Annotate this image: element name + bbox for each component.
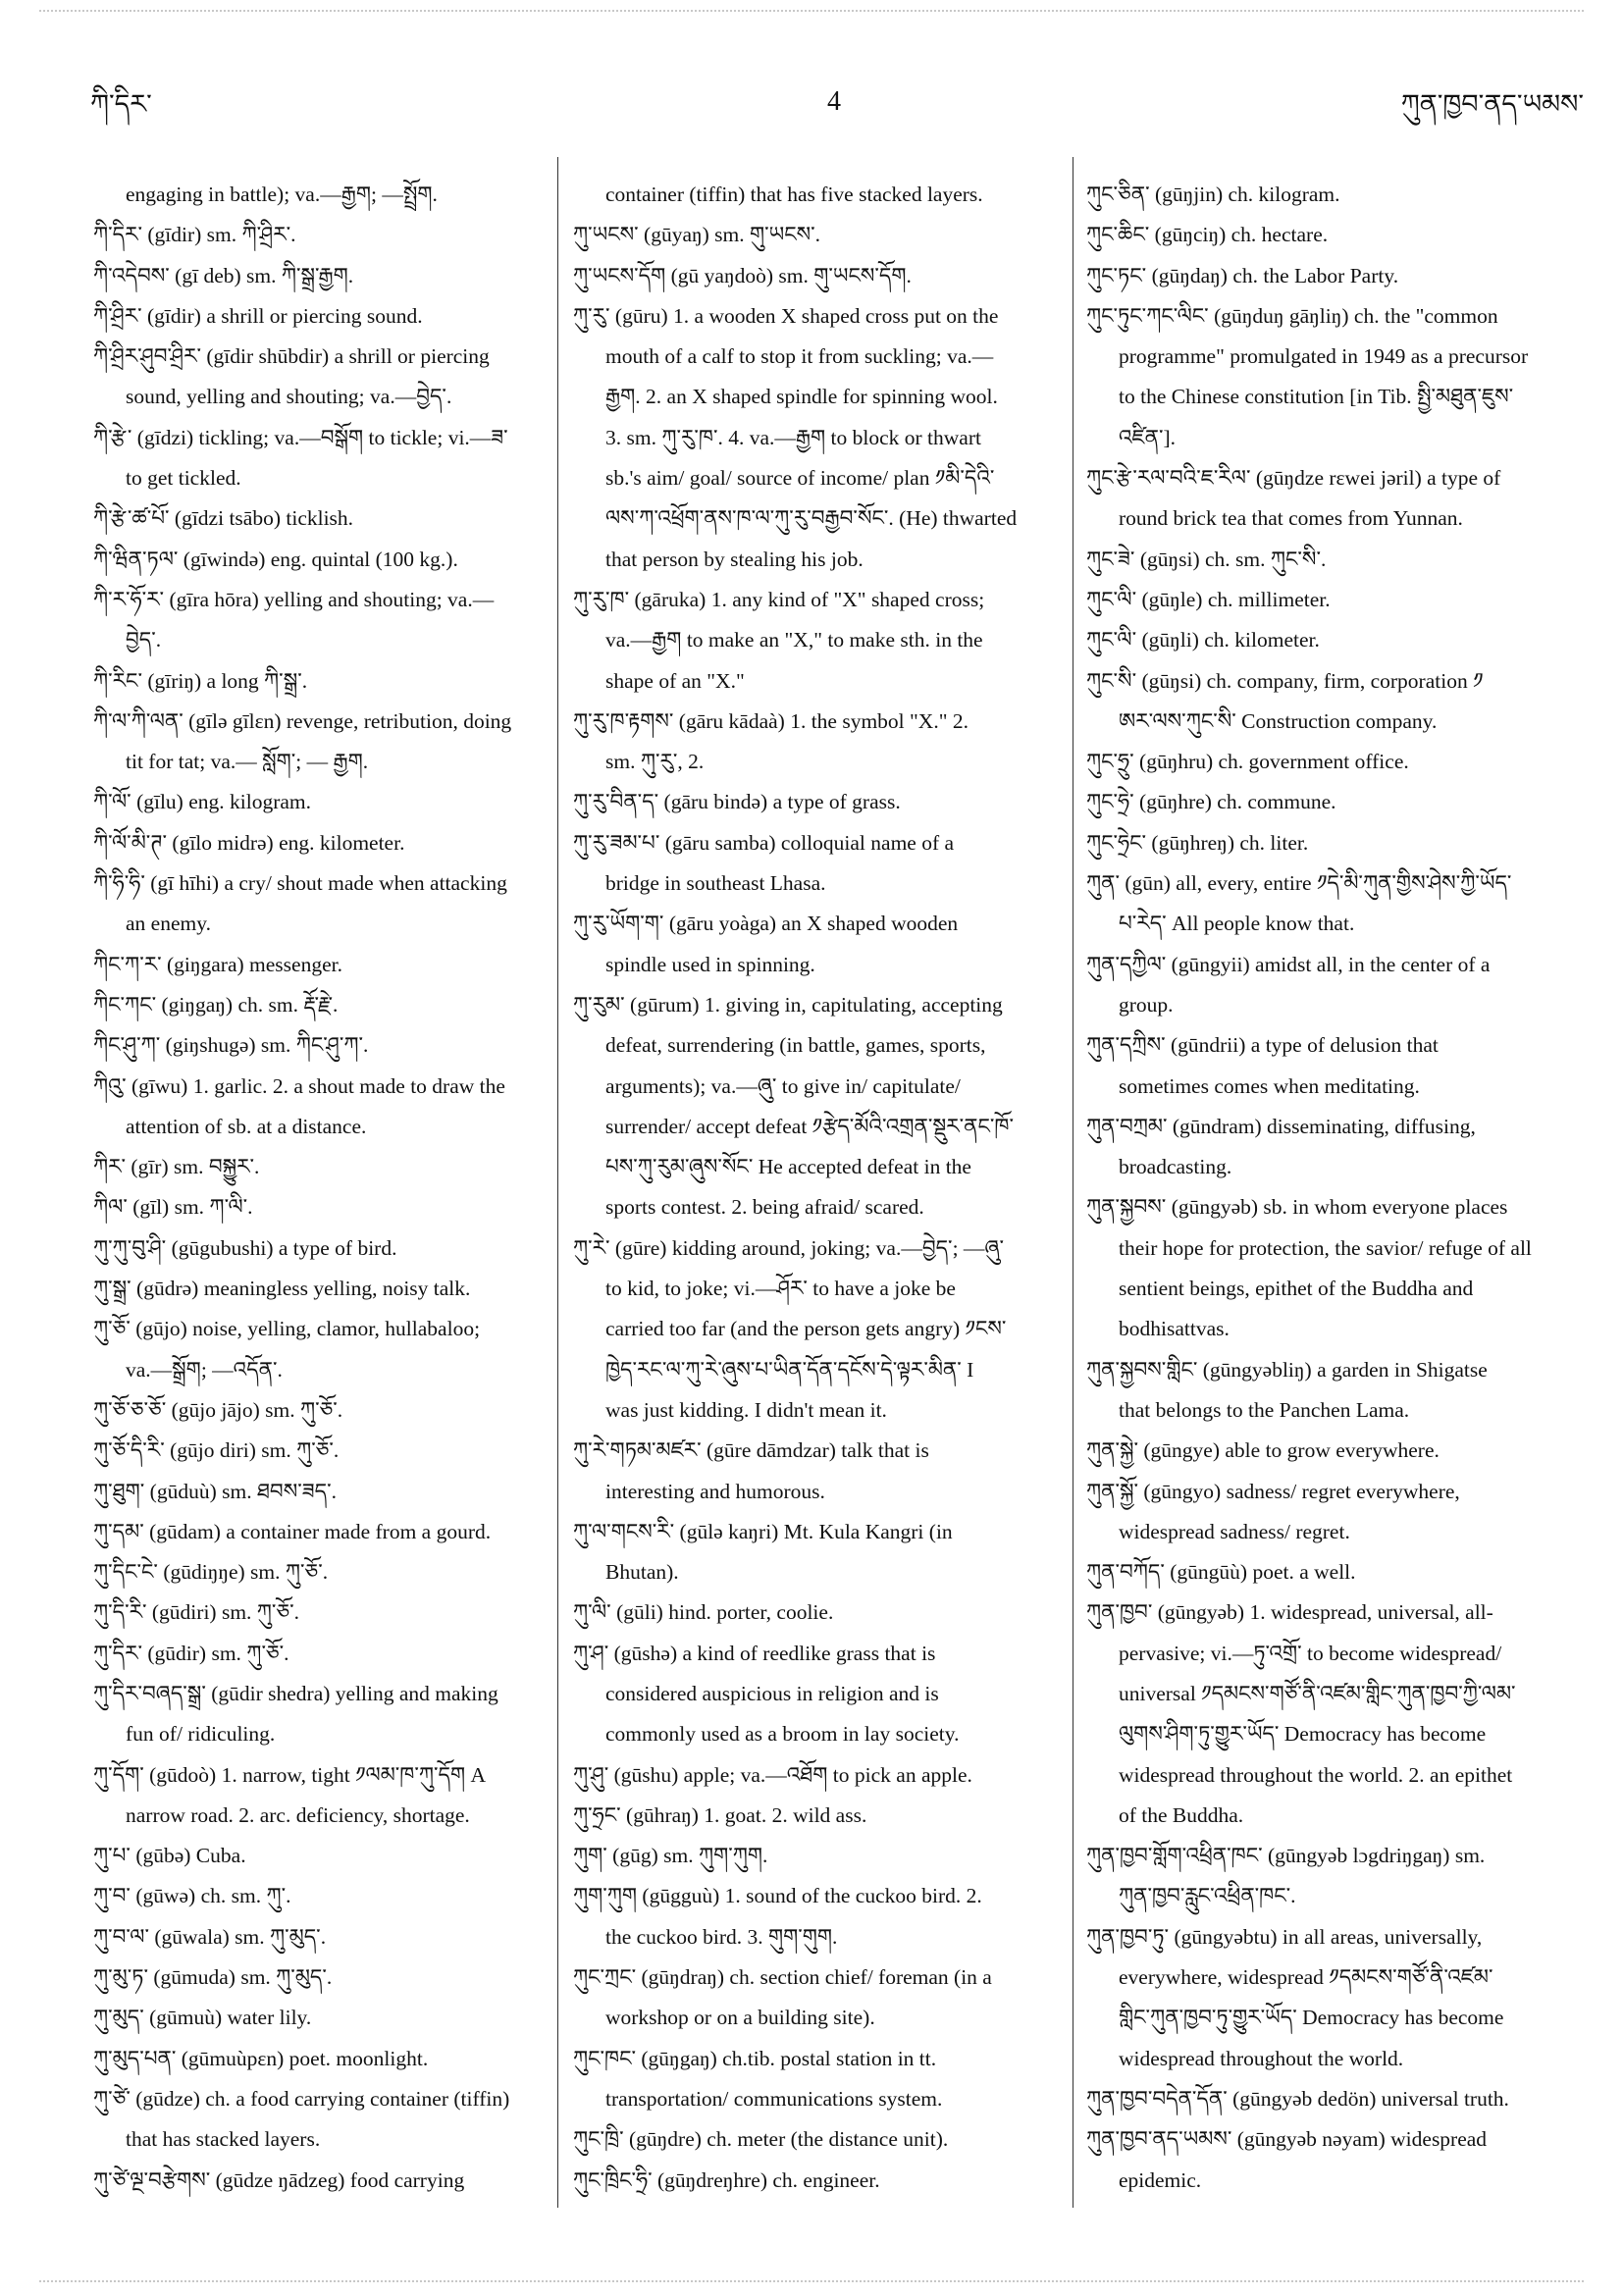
entry-headline: ཀུ་ཤུ་ (gūshu) apple; va.—འཐོག to pick an apple. [573, 1762, 972, 1787]
entry-line: ཁྱེད་རང་ལ་ཀུ་རེ་ཞུས་པ་ཡིན་དོན་དངོས་དེ་ལྟར་མིན་ I [605, 1357, 974, 1382]
dictionary-entry [93, 296, 547, 337]
entry-line: universal ༡དམངས་གཙོ་ནི་འཛམ་གླིང་ཀུན་ཁྱབ་ཀྱི་ལམ་ [1119, 1681, 1516, 1705]
entry-line: ཀུན་ཁྱབ་རླུང་འཕྲིན་ཁང་. [1119, 1884, 1296, 1908]
entry-line: bridge in southeast Lhasa. [605, 871, 826, 896]
entry-headline: ཀི་དིར་ (gīdir) sm. ཀི་ཤྲིར་. [93, 223, 296, 247]
dictionary-entry [573, 1431, 1064, 1512]
dictionary-entry [1086, 175, 1587, 215]
entry-line: tit for tat; va.— སློག་; — རྒྱག. [126, 750, 369, 774]
dictionary-entry [93, 256, 547, 296]
dictionary-entry [93, 1228, 547, 1269]
entry-headline: ཀུ་རུ་ཡོག་ག་ (gāru yoàga) an X shaped wooden [573, 912, 959, 936]
dictionary-entry [1086, 1431, 1587, 1471]
entry-line: programme" promulgated in 1949 as a precursor [1119, 344, 1529, 369]
entry-line: widespread sadness/ regret. [1119, 1519, 1350, 1543]
entry-line: commonly used as a broom in lay society. [605, 1722, 960, 1747]
entry-line: considered auspicious in religion and is [605, 1681, 939, 1705]
entry-headline: ཀུན་དཀྲིས་ (gūndrii) a type of delusion that [1086, 1033, 1439, 1058]
dictionary-entry [1086, 2119, 1587, 2201]
running-head-right: ཀུན་ཁྱབ་ནད་ཡམས་ [1400, 89, 1584, 119]
entry-headline: ཀི་ར་ཧོ་ར་ (gīra hōra) yelling and shouting; va.— [93, 587, 495, 611]
entry-headline: ཀུ་དིར་ (gūdir) sm. ཀུ་ཅོ་. [93, 1641, 289, 1665]
dictionary-entry [1086, 215, 1587, 255]
dictionary-entry [93, 1674, 547, 1755]
entry-headline: ཀུ་དི་རི་ (gūdiri) sm. ཀུ་ཅོ་. [93, 1600, 300, 1625]
dictionary-entry [1086, 1350, 1587, 1432]
dictionary-entry [93, 1067, 547, 1148]
dictionary-entry [573, 215, 1064, 255]
entry-line: interesting and humorous. [605, 1479, 825, 1503]
page-number: 4 [827, 86, 841, 117]
entry-line: sentient beings, epithet of the Buddha and [1119, 1277, 1474, 1301]
dictionary-entry [573, 904, 1064, 985]
dictionary-entry [1086, 863, 1587, 945]
entry-headline: ཀུ་ཅོ་ (gūjo) noise, yelling, clamor, hullabaloo; [93, 1317, 481, 1341]
dictionary-entry [573, 296, 1064, 580]
entry-headline: ཀུང་ལི་ (gūŋle) ch. millimeter. [1086, 587, 1331, 611]
entry-headline: ཀུང་ཁང་ (gūŋgaŋ) ch.tib. postal station in tt. [573, 2046, 937, 2070]
entry-line: that has stacked layers. [126, 2127, 321, 2152]
dictionary-entry [1086, 1107, 1587, 1188]
entry-headline: ཀུ་དིར་བཞད་སྒྲ་ (gūdir shedra) yelling and making [93, 1681, 498, 1705]
entry-line: རྒྱག. 2. an X shaped spindle for spinning wool. [605, 385, 998, 409]
dictionary-entry [573, 1592, 1064, 1633]
dictionary-entry [573, 2119, 1064, 2160]
dictionary-entry [93, 1472, 547, 1512]
scan-edge-top [39, 10, 1584, 12]
dictionary-entry [93, 1876, 547, 1916]
entry-headline: ཀུ་རུམ་ (gūrum) 1. giving in, capitulating, accepting [573, 992, 1003, 1017]
entry-headline: ཀུ་རུ་ (gūru) 1. a wooden X shaped cross put on the [573, 303, 999, 328]
entry-line: 3. sm. ཀུ་རུ་ཁ་. 4. va.—རྒྱག to block or thwart [605, 425, 981, 449]
entry-headline: ཀི་རྩེ་ཚ་པོ་ (gīdzi tsābo) ticklish. [93, 506, 354, 531]
entry-headline: ཀུ་རེ་གཏམ་མཛར་ (gūre dāmdzar) talk that is [573, 1438, 929, 1463]
dictionary-entry [573, 823, 1064, 905]
dictionary-entry [93, 1917, 547, 1957]
entry-headline: ཀུང་ཁྲིང་ཧྲི་ (gūŋdreŋhre) ch. engineer. [573, 2167, 880, 2192]
entry-headline: ཀུང་ཆིང་ (gūŋciŋ) ch. hectare. [1086, 223, 1329, 247]
dictionary-entry [1086, 2079, 1587, 2119]
dictionary-entry [93, 1309, 547, 1390]
entry-headline: ཀུ་པ་ (gūbə) Cuba. [93, 1844, 246, 1868]
dictionary-entry [1086, 782, 1587, 822]
entry-headline: ཀིང་ཤུ་ཀ་ (giŋshugə) sm. ཀིང་ཤུ་ཀ་. [93, 1033, 369, 1058]
dictionary-entry [93, 1634, 547, 1674]
entry-headline: ཀུན་ཁྱབ་གློག་འཕྲིན་ཁང་ (gūngyəb lɔgdriŋgaŋ) sm. [1086, 1844, 1486, 1868]
entry-headline: ཀུན་སྐྱབས་གླིང་ (gūngyəbliŋ) a garden in Shigatse [1086, 1357, 1488, 1382]
entry-headline: ཀུང་ཟེ་ (gūŋsi) ch. sm. ཀུང་སི་. [1086, 547, 1327, 571]
dictionary-entry [1086, 945, 1587, 1026]
dictionary-entry [573, 1876, 1064, 1957]
column-rule [557, 157, 558, 2208]
entry-headline: ཀི་ཤྲིར་ (gīdir) a shrill or piercing sound. [93, 303, 423, 328]
entry-line: epidemic. [1119, 2167, 1202, 2192]
dictionary-entry [1086, 1552, 1587, 1592]
dictionary-entry [93, 782, 547, 822]
entry-line: was just kidding. I didn't mean it. [605, 1397, 887, 1422]
dictionary-entry [573, 175, 1064, 215]
dictionary-entry [93, 863, 547, 945]
entry-headline: ཀུ་ཙེ་ (gūdze) ch. a food carrying container (tiffin) [93, 2086, 510, 2111]
entry-line: Bhutan). [605, 1560, 679, 1585]
entry-line: group. [1119, 992, 1174, 1017]
entry-headline: ཀུང་སི་ (gūŋsi) ch. company, firm, corporation ༡ [1086, 668, 1484, 693]
dictionary-entry [1086, 458, 1587, 540]
dictionary-entry [573, 985, 1064, 1228]
entry-line: container (tiffin) that has five stacked layers. [605, 183, 983, 206]
dictionary-entry [573, 1228, 1064, 1431]
entry-line: sm. ཀུ་རུ་, 2. [605, 750, 705, 774]
entry-headline: ཀུ་མུ་ཏ་ (gūmuda) sm. ཀུ་མུད་. [93, 1965, 333, 1990]
dictionary-column-1 [93, 175, 547, 2201]
dictionary-entry [573, 2039, 1064, 2120]
entry-headline: ཀུང་ཅིན་ (gūŋjin) ch. kilogram. [1086, 183, 1340, 206]
entry-headline: ཀིང་ཀ་ར་ (giŋgara) messenger. [93, 952, 342, 976]
entry-line: va.—སྒྲོག; —འདོན་. [126, 1357, 283, 1382]
entry-line: འཛིན་]. [1119, 425, 1177, 449]
entry-headline: ཀུ་དིང་ངེ་ (gūdiŋŋe) sm. ཀུ་ཅོ་. [93, 1560, 329, 1585]
entry-line: པས་ཀུ་རུམ་ཞུས་སོང་ He accepted defeat in the [605, 1155, 971, 1179]
entry-line: sound, yelling and shouting; va.—བྱེད་. [126, 385, 452, 409]
dictionary-column-2 [573, 175, 1064, 2201]
entry-headline: ཀུང་ཏུང་ཀང་ལིང་ (gūŋduŋ gāŋliŋ) ch. the "common [1086, 303, 1498, 328]
entry-headline: ཀུན་སྐྱེ་ (gūngye) able to grow everywhere. [1086, 1438, 1440, 1463]
dictionary-entry [1086, 1592, 1587, 1836]
entry-line: sports contest. 2. being afraid/ scared. [605, 1195, 924, 1220]
dictionary-column-3 [1086, 175, 1587, 2201]
entry-headline: ཀི་ལ་ཀི་ལན་ (gīlə gīlɛn) revenge, retribution, doing [93, 708, 512, 733]
dictionary-entry [573, 1957, 1064, 2039]
dictionary-entry [93, 1998, 547, 2038]
dictionary-entry [1086, 823, 1587, 863]
entry-line: everywhere, widespread ༡དམངས་གཙོ་ནི་འཛམ་ [1119, 1965, 1493, 1990]
entry-headline: ཀུ་མུད་པན་ (gūmuùpɛn) poet. moonlight. [93, 2046, 429, 2070]
entry-headline: ཀིའུ་ (gīwu) 1. garlic. 2. a shout made to draw the [93, 1073, 505, 1098]
entry-headline: ཀུ་ཤ་ (gūshə) a kind of reedlike grass that is [573, 1641, 936, 1665]
entry-line: shape of an "X." [605, 668, 745, 693]
entry-headline: ཀི་ལོ་ (gīlu) eng. kilogram. [93, 790, 312, 814]
entry-line: of the Buddha. [1119, 1802, 1244, 1827]
entry-line: བྱེད་. [126, 628, 162, 652]
entry-line: carried too far (and the person gets angry) ༡ངས་ [605, 1317, 1007, 1341]
dictionary-entry [1086, 1025, 1587, 1107]
entry-headline: ཀུ་དོག་ (gūdoò) 1. narrow, tight ༡ལམ་ཁ་ཀུ་དོག A [93, 1762, 487, 1787]
entry-headline: ཀུ་སྒྲ་ (gūdrə) meaningless yelling, noisy talk. [93, 1277, 471, 1301]
entry-headline: ཀུན་སྐྱབས་ (gūngyəb) sb. in whom everyone places [1086, 1195, 1508, 1220]
dictionary-entry [573, 702, 1064, 783]
dictionary-entry [573, 1755, 1064, 1796]
entry-headline: ཀུ་བ་ (gūwə) ch. sm. ཀུ་. [93, 1884, 291, 1908]
entry-headline: ཀུ་དམ་ (gūdam) a container made from a gourd. [93, 1519, 492, 1543]
entry-headline: ཀུ་ཡངས་དོག (gū yaŋdoò) sm. གུ་ཡངས་དོག. [573, 263, 912, 287]
entry-headline: ཀིར་ (gīr) sm. བསྐྱུར་. [93, 1155, 260, 1179]
entry-headline: ཀི་རིང་ (gīriŋ) a long ཀི་སྒྲ་. [93, 668, 308, 693]
dictionary-entry [573, 1634, 1064, 1755]
entry-headline: ཀུ་ཅོ་དི་རི་ (gūjo diri) sm. ཀུ་ཅོ་. [93, 1438, 340, 1463]
entry-headline: ཀིལ་ (gīl) sm. ཀ་ལི་. [93, 1195, 253, 1220]
entry-headline: ཀུ་རུ་ཁ་ (gāruka) 1. any kind of "X" shaped cross; [573, 587, 985, 611]
dictionary-entry [1086, 620, 1587, 660]
entry-headline: ཀུན་སྐྱོ་ (gūngyo) sadness/ regret everywhere, [1086, 1479, 1460, 1503]
entry-line: defeat, surrendering (in battle, games, sports, [605, 1033, 986, 1058]
entry-headline: ཀུ་རུ་བིན་ད་ (gāru bində) a type of grass. [573, 790, 901, 814]
entry-headline: ཀུ་རེ་ (gūre) kidding around, joking; va.—བྱེད་; —ཞུ་ [573, 1235, 1004, 1260]
scan-edge-bottom [39, 2280, 1584, 2282]
dictionary-entry [93, 702, 547, 783]
dictionary-entry [573, 580, 1064, 702]
entry-line: bodhisattvas. [1119, 1317, 1230, 1341]
entry-line: narrow road. 2. arc. deficiency, shortage. [126, 1802, 470, 1827]
dictionary-entry [1086, 256, 1587, 296]
entry-headline: ཀི་ཧི་ཧི་ (gī hīhi) a cry/ shout made when attacking [93, 871, 507, 896]
dictionary-entry [1086, 661, 1587, 743]
dictionary-entry [93, 661, 547, 702]
dictionary-entry [1086, 1472, 1587, 1553]
entry-headline: ཀུ་རུ་ཟམ་པ་ (gāru samba) colloquial name of a [573, 830, 955, 855]
entry-headline: ཀུན་བཀོད་ (gūngūù) poet. a well. [1086, 1560, 1356, 1585]
entry-line: that belongs to the Panchen Lama. [1119, 1397, 1410, 1422]
entry-headline: ཀུ་ཐུག་ (gūduù) sm. ཐབས་ཟད་. [93, 1479, 337, 1503]
dictionary-entry [573, 1796, 1064, 1836]
entry-line: their hope for protection, the savior/ refuge of all [1119, 1235, 1532, 1260]
dictionary-entry [93, 945, 547, 985]
entry-line: widespread throughout the world. [1119, 2046, 1404, 2070]
entry-headline: ཀུ་ཅོ་ཅ་ཅོ་ (gūjo jājo) sm. ཀུ་ཅོ་. [93, 1397, 343, 1422]
entry-headline: ཀུང་ཧྲེ་ (gūŋhre) ch. commune. [1086, 790, 1336, 814]
entry-line: transportation/ communications system. [605, 2086, 943, 2111]
entry-line: sb.'s aim/ goal/ source of income/ plan ༡མི་དེའི་ [605, 466, 995, 491]
entry-headline: ཀུང་ལི་ (gūŋli) ch. kilometer. [1086, 628, 1320, 652]
dictionary-entry [93, 1836, 547, 1876]
entry-line: engaging in battle); va.—རྒྱག; —སྤྲོག. [126, 183, 438, 206]
dictionary-entry [93, 175, 547, 215]
entry-headline: ཀུང་ཁྲི་ (gūŋdre) ch. meter (the distance unit). [573, 2127, 949, 2152]
entry-line: that person by stealing his job. [605, 547, 864, 571]
dictionary-entry [93, 1187, 547, 1227]
entry-line: to get tickled. [126, 466, 241, 491]
entry-line: round brick tea that comes from Yunnan. [1119, 506, 1463, 531]
entry-headline: ཀུ་ཙེ་ལྔ་བརྩེགས་ (gūdze ŋādzeg) food carrying [93, 2167, 465, 2192]
dictionary-entry [93, 1592, 547, 1633]
dictionary-entry [93, 1147, 547, 1187]
entry-headline: ཀི་རྩེ་ (gīdzi) tickling; va.—བསྒོག to tickle; vi.—ཟ་ [93, 425, 508, 449]
entry-headline: ཀུན་བཀྲམ་ (gūndram) disseminating, diffusing, [1086, 1114, 1476, 1138]
dictionary-entry [1086, 1836, 1587, 1917]
entry-line: ལུགས་ཤིག་ཏུ་གྱུར་ཡོད་ Democracy has become [1119, 1722, 1487, 1747]
entry-line: workshop or on a building site). [605, 2006, 875, 2030]
dictionary-entry [93, 1269, 547, 1309]
entry-line: surrender/ accept defeat ༡རྩེད་མོའི་འགྲན་སྡུར་ནང་ཁོ་ [605, 1114, 1014, 1138]
dictionary-entry [1086, 540, 1587, 580]
running-head-left: ཀི་དིར་ [90, 89, 152, 119]
dictionary-entry [93, 2079, 547, 2161]
dictionary-entry [93, 823, 547, 863]
dictionary-entry [93, 1431, 547, 1471]
dictionary-entry [93, 418, 547, 499]
entry-line: spindle used in spinning. [605, 952, 815, 976]
dictionary-entry [93, 1025, 547, 1066]
entry-line: གླིང་ཀུན་ཁྱབ་ཏུ་གྱུར་ཡོད་ Democracy has become [1119, 2006, 1504, 2030]
dictionary-entry [93, 985, 547, 1025]
entry-headline: ཀུ་ལ་གངས་རི་ (gūlə kaŋri) Mt. Kula Kangri (in [573, 1519, 953, 1543]
entry-headline: ཀུན་དཀྱིལ་ (gūngyii) amidst all, in the center of a [1086, 952, 1491, 976]
entry-line: sometimes comes when meditating. [1119, 1073, 1420, 1098]
entry-line: pervasive; vi.—ཏུ་འགྲོ་ to become widespread/ [1119, 1641, 1502, 1665]
entry-headline: ཀུ་ཡངས་ (gūyaŋ) sm. གུ་ཡངས་. [573, 223, 821, 247]
dictionary-entry [1086, 1187, 1587, 1349]
dictionary-entry [93, 337, 547, 418]
entry-headline: ཀུ་རུ་ཁ་རྟགས་ (gāru kādaà) 1. the symbol "X." 2. [573, 708, 969, 733]
entry-line: to kid, to joke; vi.—ཤོར་ to have a joke be [605, 1277, 956, 1301]
dictionary-entry [93, 1755, 547, 1837]
dictionary-entry [1086, 296, 1587, 458]
entry-line: broadcasting. [1119, 1155, 1232, 1179]
entry-headline: ཀུག་ (gūg) sm. ཀུག་ཀུག. [573, 1844, 768, 1868]
entry-line: attention of sb. at a distance. [126, 1114, 367, 1138]
dictionary-entry [93, 498, 547, 539]
entry-headline: ཀི་འདེབས་ (gī deb) sm. ཀི་སྒྲ་རྒྱག. [93, 263, 354, 287]
dictionary-entry [93, 2161, 547, 2201]
dictionary-entry [573, 1836, 1064, 1876]
dictionary-entry [93, 1552, 547, 1592]
entry-line: arguments); va.—ཞུ་ to give in/ capitulate/ [605, 1073, 961, 1098]
entry-line: va.—རྒྱག to make an "X," to make sth. in the [605, 628, 983, 652]
entry-headline: ཀི་ཝིན་ཏལ་ (gīwində) eng. quintal (100 kg.). [93, 547, 458, 571]
dictionary-entry [93, 1390, 547, 1431]
dictionary-entry [93, 1512, 547, 1552]
entry-line: fun of/ ridiculing. [126, 1722, 276, 1747]
entry-headline: ཀི་ཤྲིར་ཤུབ་ཤྲིར་ (gīdir shūbdir) a shrill or piercing [93, 344, 490, 369]
entry-headline: ཀུང་ཧྲུ་ (gūŋhru) ch. government office. [1086, 750, 1409, 774]
dictionary-entry [93, 580, 547, 661]
entry-headline: ཀུ་མུད་ (gūmuù) water lily. [93, 2006, 312, 2030]
entry-headline: ཀུན་ཁྱབ་ནད་ཡམས་ (gūngyəb nəyam) widespread [1086, 2127, 1488, 2152]
dictionary-entry [573, 2161, 1064, 2201]
dictionary-entry [93, 1957, 547, 1998]
entry-line: widespread throughout the world. 2. an epithet [1119, 1762, 1513, 1787]
entry-headline: ཀུང་ཏང་ (gūŋdaŋ) ch. the Labor Party. [1086, 263, 1399, 287]
entry-line: the cuckoo bird. 3. གུག་གུག. [605, 1924, 838, 1949]
entry-headline: ཀུག་ཀུག (gūgguù) 1. sound of the cuckoo bird. 2. [573, 1884, 982, 1908]
dictionary-entry [573, 256, 1064, 296]
dictionary-entry [573, 782, 1064, 822]
entry-headline: ཀུང་ཧྲེང་ (gūŋhreŋ) ch. liter. [1086, 830, 1309, 855]
entry-headline: ཀུན་ཁྱབ་ཏུ་ (gūngyəbtu) in all areas, universally, [1086, 1924, 1483, 1949]
entry-headline: ཀུན་ཁྱབ་བདེན་དོན་ (gūngyəb dedön) universal truth. [1086, 2086, 1509, 2111]
entry-headline: ཀི་ལོ་མི་ཊ་ (gīlo midrə) eng. kilometer. [93, 830, 405, 855]
dictionary-entry [573, 1512, 1064, 1593]
entry-headline: ཀིང་ཀང་ (giŋgaŋ) ch. sm. རྡོ་རྗེ་. [93, 992, 339, 1017]
entry-headline: ཀུ་ཧྲང་ (gūhraŋ) 1. goat. 2. wild ass. [573, 1802, 867, 1827]
dictionary-entry [93, 215, 547, 255]
dictionary-entry [93, 2039, 547, 2079]
dictionary-entry [1086, 1917, 1587, 2079]
dictionary-entry [1086, 580, 1587, 620]
entry-headline: ཀུང་རྩེ་རལ་བའི་ཇ་རིལ་ (gūŋdze rɛwei jəril) a type of [1086, 466, 1501, 491]
entry-line: mouth of a calf to stop it from suckling; va.— [605, 344, 994, 369]
entry-headline: ཀུང་ཀྲང་ (gūŋdraŋ) ch. section chief/ foreman (in a [573, 1965, 992, 1990]
entry-line: ཨར་ལས་ཀུང་སི་ Construction company. [1119, 708, 1438, 733]
entry-headline: ཀུ་ལི་ (gūli) hind. porter, coolie. [573, 1600, 834, 1625]
entry-headline: ཀུན་ཁྱབ་ (gūngyəb) 1. widespread, universal, all- [1086, 1600, 1493, 1625]
entry-line: an enemy. [126, 912, 211, 936]
entry-headline: ཀུ་བ་ལ་ (gūwala) sm. ཀུ་མུད་. [93, 1924, 327, 1949]
entry-headline: ཀུན་ (gūn) all, every, entire ༡དེ་མི་ཀུན་གྱིས་ཤེས་ཀྱི་ཡོད་ [1086, 871, 1512, 896]
dictionary-entry [1086, 742, 1587, 782]
entry-line: to the Chinese constitution [in Tib. སྤྱི་མཐུན་ཇུས་ [1119, 385, 1514, 409]
entry-line: ལས་ཀ་འཕྲོག་ནས་ཁ་ལ་ཀུ་རུ་བརྒྱབ་སོང་. (He) thwarted [605, 506, 1018, 531]
entry-line: པ་རེད་ All people know that. [1119, 912, 1355, 936]
entry-headline: ཀུ་ཀུ་བུ་ཤི་ (gūgubushi) a type of bird. [93, 1235, 397, 1260]
dictionary-entry [93, 540, 547, 580]
